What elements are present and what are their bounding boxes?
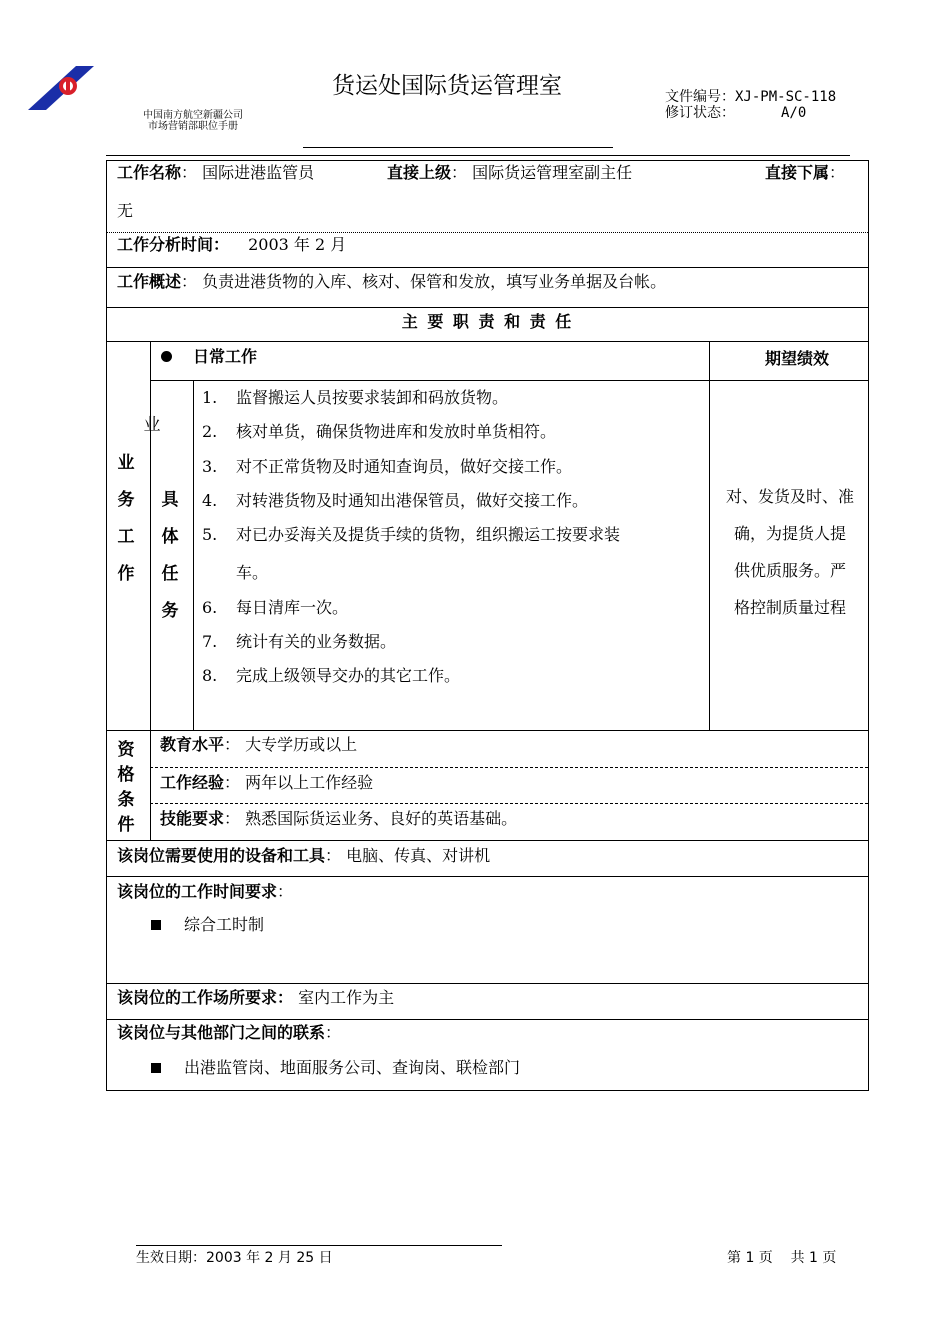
summary-value: 负责进港货物的入库、核对、保管和发放，填写业务单据及台帐。: [202, 272, 667, 291]
job-name-value: 国际进港监管员: [202, 163, 315, 182]
list-item: 车。: [236, 563, 269, 582]
list-item: 4. 对转港货物及时通知出港保管员，做好交接工作。: [202, 491, 589, 510]
education-label: 教育水平: [160, 735, 225, 754]
business-extra-char: 业: [143, 415, 161, 435]
superior-row: 直接上级： 国际货运管理室副主任: [387, 163, 633, 182]
workplace-row: [117, 988, 394, 1008]
skills-value: 熟悉国际货运业务、良好的英语基础。: [245, 809, 518, 828]
subordinate-row: 直接下属：: [765, 163, 846, 182]
bullet-icon: [161, 351, 172, 362]
education-row: [160, 735, 357, 755]
header-rule: [106, 155, 850, 156]
company-name: 中国南方航空新疆公司: [143, 110, 243, 121]
analysis-label: 工作分析时间：: [117, 235, 230, 254]
square-bullet-icon: [151, 1063, 161, 1073]
duties-heading: 主 要 职 责 和 责 任: [401, 312, 574, 331]
experience-row: 工作经验： 两年以上工作经验: [160, 773, 374, 792]
manual-name: 市场营销部职位手册: [148, 121, 238, 132]
work-time-label: 该岗位的工作时间要求: [117, 882, 278, 901]
list-item: 2. 核对单货，确保货物进库和发放时单货相符。: [202, 422, 557, 441]
list-item: 5. 对已办妥海关及提货手续的货物，组织搬运工按要求装: [202, 525, 621, 544]
equipment-value: 电脑、传真、对讲机: [346, 846, 491, 865]
qualifications-side-label: 资 格 条 件: [117, 740, 135, 835]
work-time-item: 综合工时制: [184, 915, 265, 934]
footer-rule: [136, 1245, 502, 1246]
workplace-value: 室内工作为主: [298, 988, 395, 1007]
list-item: 7. 统计有关的业务数据。: [202, 632, 397, 651]
list-item: 8. 完成上级领导交办的其它工作。: [202, 666, 461, 685]
skills-row: 技能要求： 熟悉国际货运业务、良好的英语基础。: [160, 809, 518, 828]
company-logo: [28, 64, 96, 112]
list-item: 6. 每日清库一次。: [202, 598, 349, 617]
title-underline: [303, 147, 613, 148]
revision-value: A/0: [781, 105, 807, 121]
page-number: 第 1 页 共 1 页: [727, 1250, 837, 1266]
expected-performance-label: 期望绩效: [765, 349, 830, 368]
experience-label: 工作经验: [160, 773, 225, 792]
subordinate-label: 直接下属: [765, 163, 830, 182]
performance-text: 对、发货及时、准 确，为提货人提 供优质服务。严 格控制质量过程: [725, 487, 854, 617]
relations-item: 出港监管岗、地面服务公司、查询岗、联检部门: [184, 1058, 521, 1077]
workplace-label: 该岗位的工作场所要求：: [117, 988, 294, 1007]
work-time-row: 该岗位的工作时间要求：: [117, 882, 294, 901]
equipment-row: 该岗位需要使用的设备和工具： 电脑、传真、对讲机: [117, 846, 491, 865]
job-name-row: 工作名称： 国际进港监管员: [117, 163, 315, 182]
subordinate-value: 无: [117, 201, 134, 220]
analysis-row: [117, 235, 346, 255]
daily-work-label: 日常工作: [193, 347, 258, 366]
revision-label: 修订状态：: [665, 105, 735, 121]
document-number: 文件编号：XJ-PM-SC-118: [665, 89, 837, 105]
summary-row: 工作概述： 负责进港货物的入库、核对、保管和发放，填写业务单据及台帐。: [117, 272, 667, 291]
skills-label: 技能要求: [160, 809, 225, 828]
tasks-side-label: 具 体 任 务: [161, 490, 179, 621]
education-value: ： 大专学历或以上: [224, 735, 358, 754]
analysis-value: 2003 年 2 月: [248, 235, 347, 254]
relations-label: 该岗位与其他部门之间的联系: [117, 1023, 326, 1042]
relations-row: 该岗位与其他部门之间的联系：: [117, 1023, 342, 1042]
effective-date: 生效日期：2003 年 2 月 25 日: [136, 1250, 333, 1266]
list-item: 3. 对不正常货物及时通知查询员，做好交接工作。: [202, 457, 573, 476]
page-title: 货运处国际货运管理室: [332, 73, 562, 99]
superior-value: 国际货运管理室副主任: [472, 163, 633, 182]
superior-label: 直接上级: [387, 163, 452, 182]
equipment-label: 该岗位需要使用的设备和工具: [117, 846, 326, 865]
experience-value: 两年以上工作经验: [245, 773, 374, 792]
business-side-label: 业 务 工 作: [117, 453, 135, 584]
summary-label: 工作概述: [117, 272, 182, 291]
list-item: 1. 监督搬运人员按要求装卸和码放货物。: [202, 388, 509, 407]
square-bullet-icon: [151, 920, 161, 930]
job-name-label: 工作名称: [117, 163, 182, 182]
